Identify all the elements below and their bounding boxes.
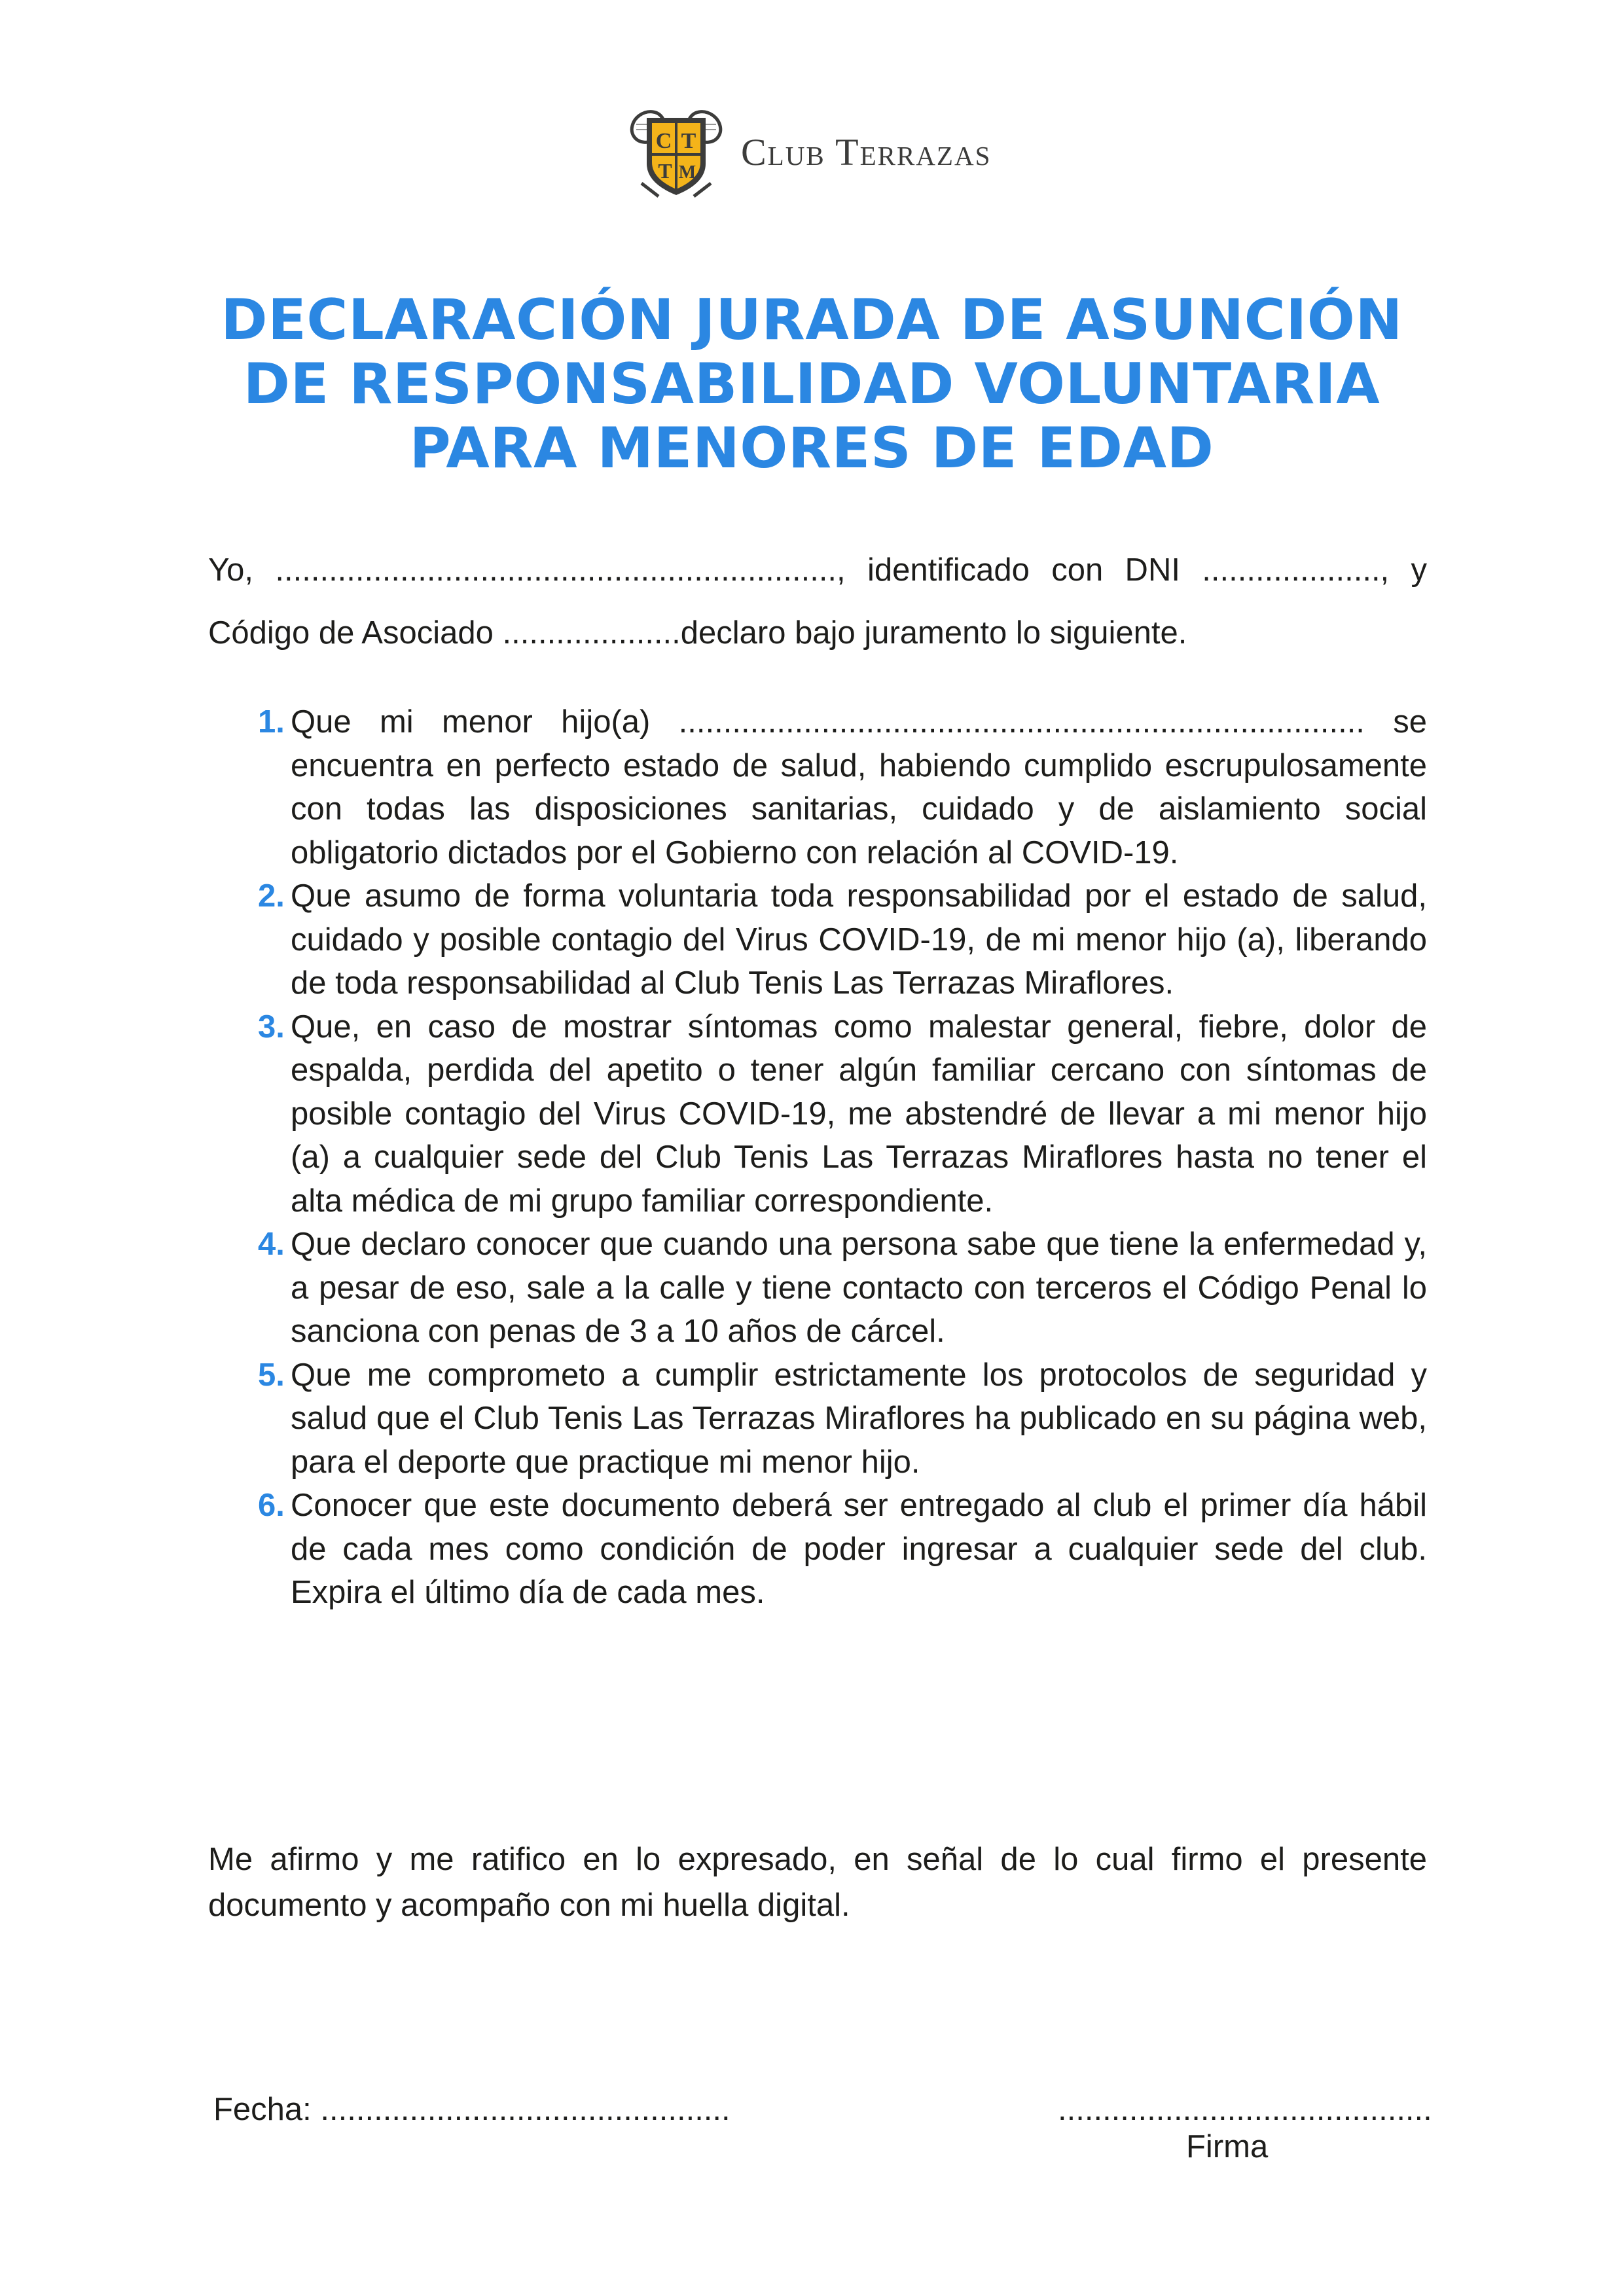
item-number: 1.: [258, 704, 285, 740]
date-field: Fecha: ..............................................: [213, 2092, 731, 2127]
club-logo: [627, 105, 991, 200]
closing-statement: Me afirmo y me ratifico en lo expresado, en señal de lo cual firmo el presente documento y acompaño con mi huella digital.: [208, 1842, 1427, 1923]
signature-line: ..........................................: [1058, 2092, 1432, 2127]
item-text: Que, en caso de mostrar síntomas como malestar general, fiebre, dolor de espalda, perdida del apetito o tener algún familiar cercano con síntomas de posible contagio del Virus COVID-19, me abstendré de llevar a mi menor hijo (a) a cualquier sede del Club Tenis Las Terrazas Miraflores hasta no tener el alta médica de mi grupo familiar correspondiente.: [291, 1009, 1427, 1219]
crest-letter-t1: T: [681, 129, 696, 153]
crest-letter-c: C: [655, 129, 672, 153]
declaration-item-1: [208, 700, 1427, 874]
item-text: Conocer que este documento deberá ser entregado al club el primer día hábil de cada mes como condición de poder ingresar a cualquier sede del club. Expira el último día de cada mes.: [291, 1488, 1427, 1610]
declaration-item-6: [208, 1484, 1427, 1615]
item-number: 3.: [258, 1009, 285, 1045]
item-number: 2.: [258, 878, 285, 914]
declaration-item-2: [208, 874, 1427, 1005]
club-crest-icon: [627, 105, 725, 200]
item-text: Que asumo de forma voluntaria toda responsabilidad por el estado de salud, cuidado y posible contagio del Virus COVID-19, de mi menor hijo (a), liberando de toda responsabilidad al Club Tenis Las Terrazas Miraflores.: [291, 878, 1427, 1001]
declaration-item-4: [208, 1223, 1427, 1354]
item-number: 4.: [258, 1227, 285, 1262]
declaration-item-3: [208, 1005, 1427, 1223]
crest-letter-m: M: [678, 162, 696, 183]
declaration-list: [208, 700, 1427, 1615]
declaration-item-5: [208, 1354, 1427, 1484]
item-text: Que mi menor hijo(a) ............................................................................. se encuentra en perfecto estado de salud, habiendo cumplido escrupulosamente con todas las disposiciones sanitarias, cuidado y de aislamiento social obligatorio dictados por el Gobierno con relación al COVID-19.: [291, 704, 1427, 870]
signature-label: Firma: [1186, 2129, 1269, 2164]
intro-line-2: Código de Asociado ....................declaro bajo juramento lo siguiente.: [208, 615, 1187, 651]
club-name: Club Terrazas: [741, 131, 992, 173]
item-text: Que declaro conocer que cuando una persona sabe que tiene la enfermedad y, a pesar de eso, sale a la calle y tiene contacto con terceros el Código Penal lo sanciona con penas de 3 a 10 años de cárcel.: [291, 1227, 1427, 1349]
item-text: Que me comprometo a cumplir estrictamente los protocolos de seguridad y salud que el Club Tenis Las Terrazas Miraflores ha publicado en su página web, para el deporte que practique mi menor hijo.: [291, 1357, 1427, 1480]
document-title: [157, 288, 1466, 480]
title-line-1: DECLARACIÓN JURADA DE ASUNCIÓN: [221, 287, 1403, 353]
crest-letter-t2: T: [658, 159, 672, 183]
intro-line-1: Yo, ..............................................................., identificado con DNI ...................., y: [208, 552, 1427, 588]
item-number: 6.: [258, 1488, 285, 1523]
title-line-2: DE RESPONSABILIDAD VOLUNTARIA: [243, 351, 1380, 417]
title-line-3: PARA MENORES DE EDAD: [409, 416, 1214, 481]
item-number: 5.: [258, 1357, 285, 1393]
